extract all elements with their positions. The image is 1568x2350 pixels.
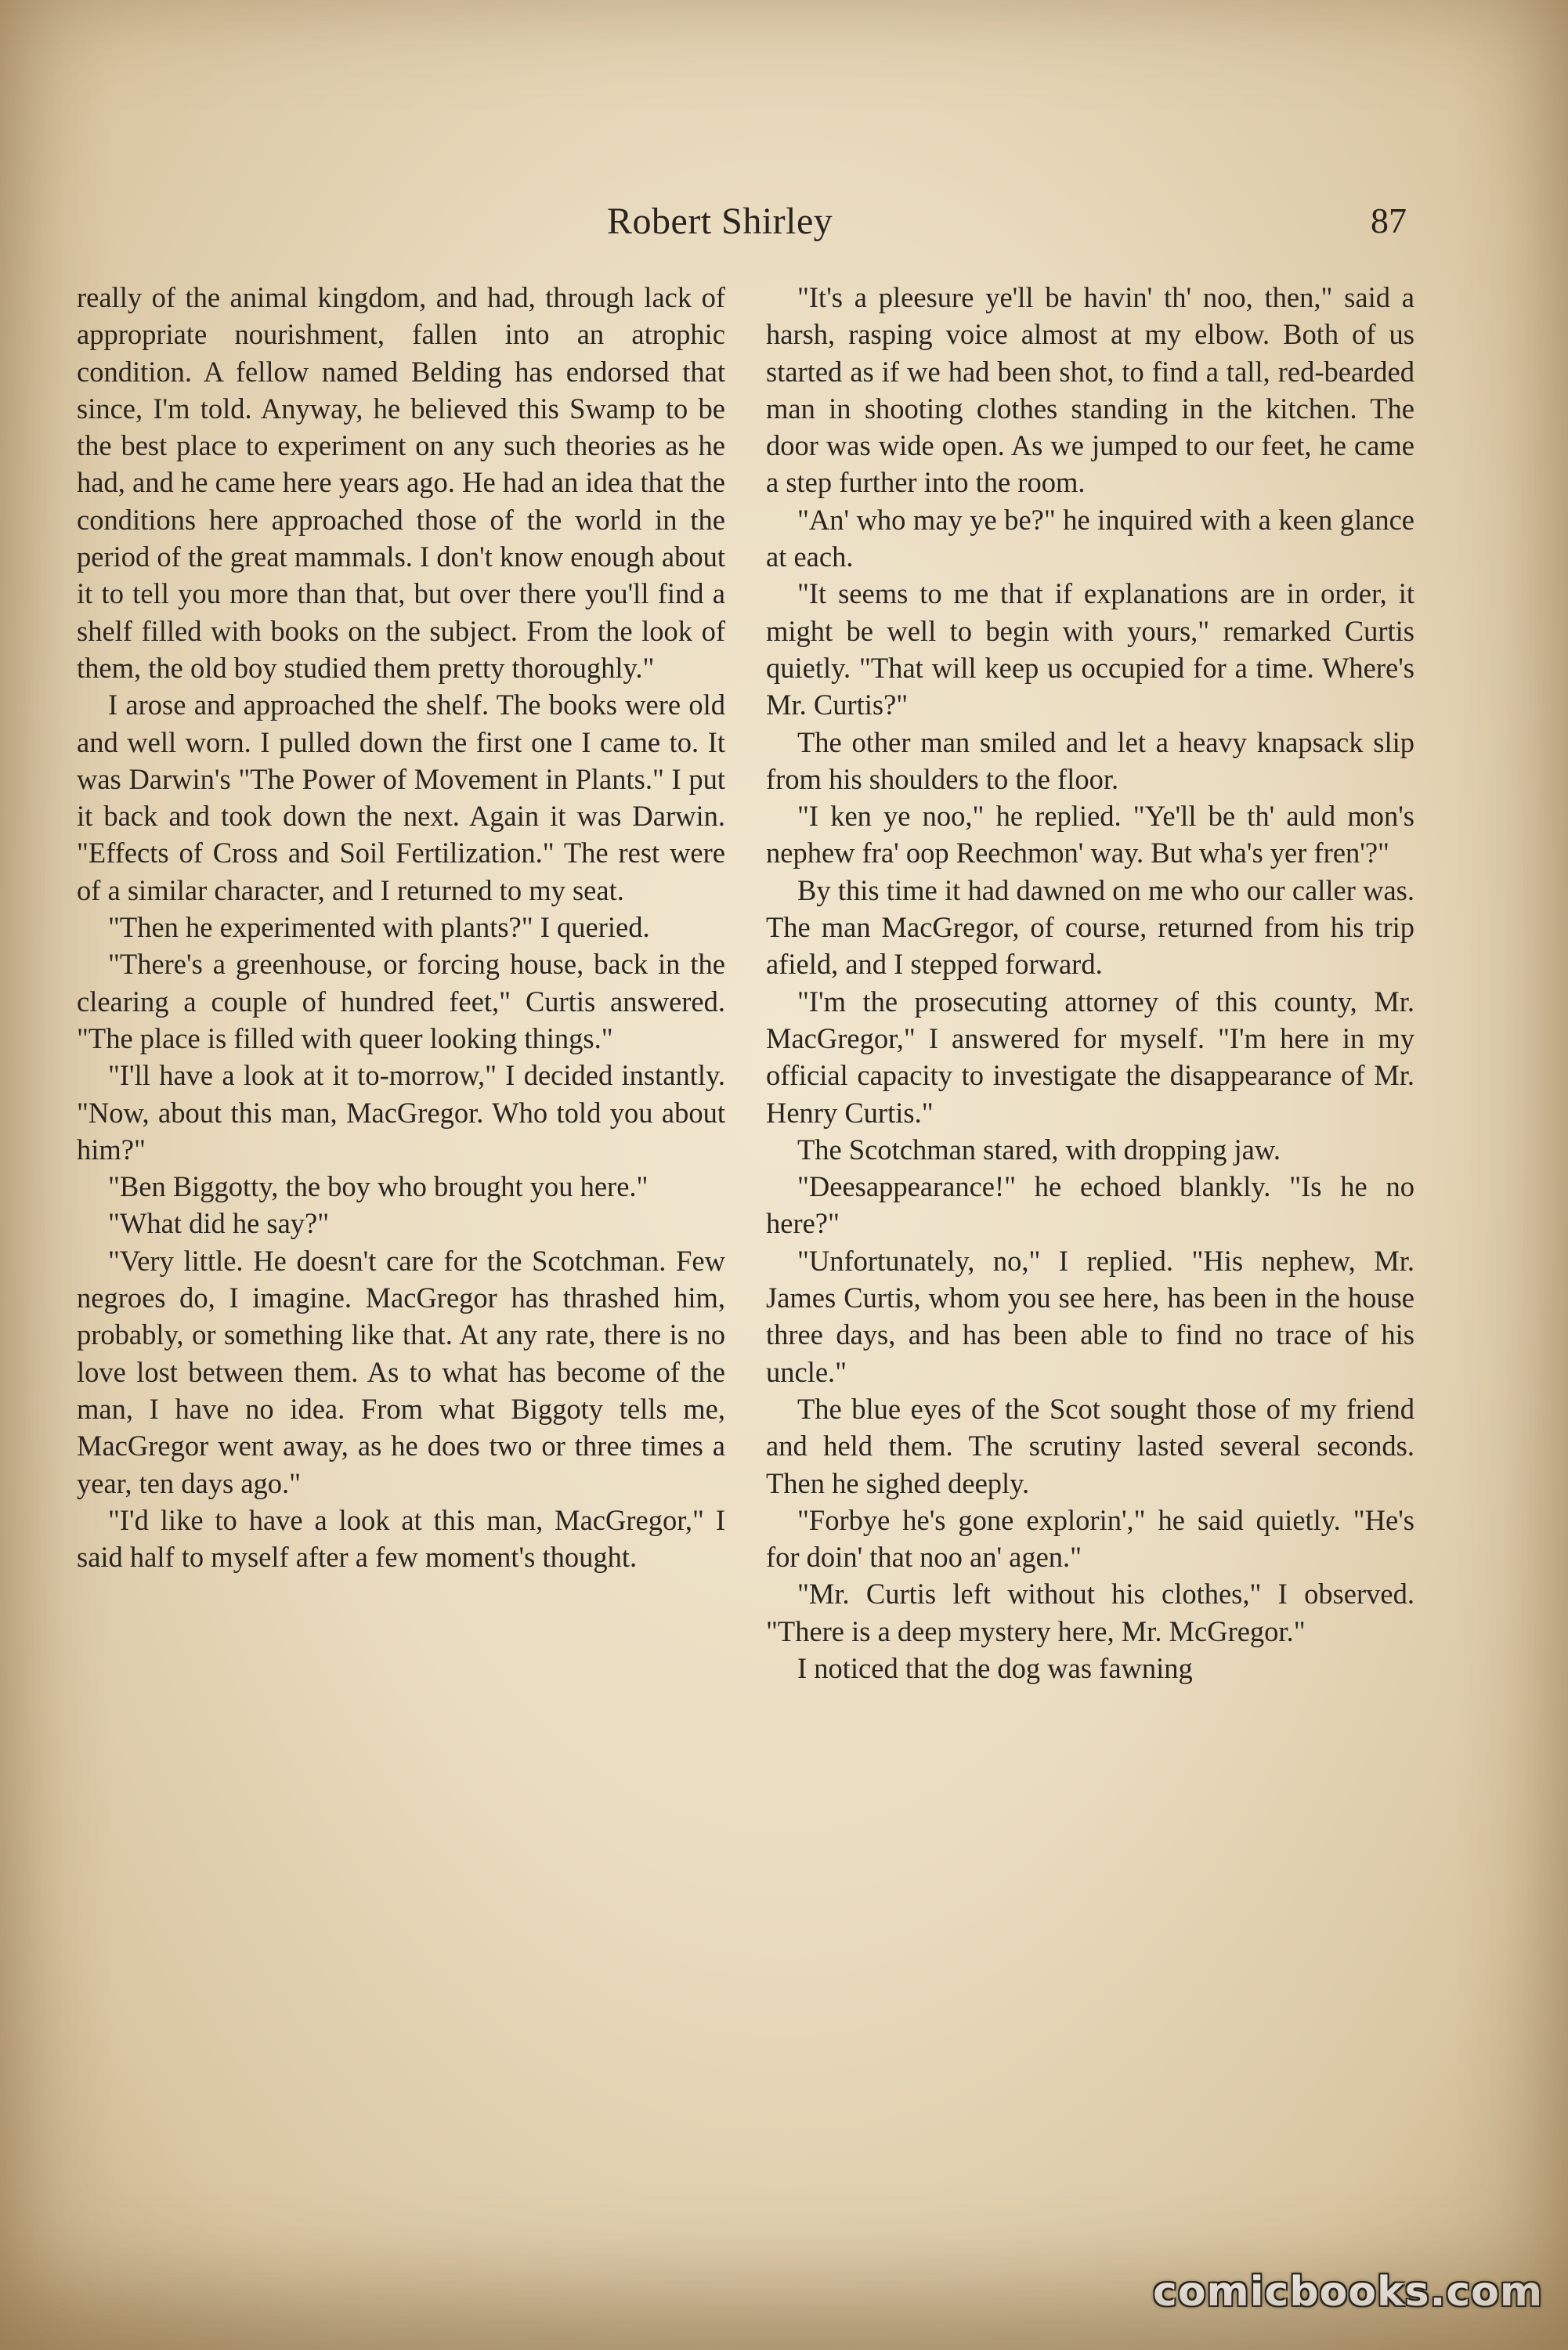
paragraph: really of the animal kingdom, and had, through lack of appropriate nourishment, fallen into an atrophic condition. A fellow named Belding has endorsed that since, I'm told. Anyway, he believed this Swamp to be the best place to experiment on any such theories as he had, and he came here years ago. He had an idea that the conditions here approached those of the world in the period of the great mammals. I don't know enough about it to tell you more than that, but over there you'll find a shelf filled with books on the subject. From the look of them, the old boy studied them pretty thoroughly." [77, 281, 725, 684]
paragraph: The other man smiled and let a heavy knapsack slip from his shoulders to the floor. [766, 725, 1414, 795]
paragraph: "Then he experimented with plants?" I queried. [108, 911, 650, 944]
paragraph: "Forbye he's gone explorin'," he said quietly. "He's for doin' that noo an' agen." [766, 1503, 1414, 1574]
right-column [766, 279, 1414, 1687]
paragraph: "I ken ye noo," he replied. "Ye'll be th' auld mon's nephew fra' oop Reechmon' way. But wha's yer fren'?" [766, 800, 1414, 870]
paragraph: "Deesappearance!" he echoed blankly. "Is he no here?" [766, 1170, 1414, 1240]
paragraph: "It seems to me that if explanations are in order, it might be well to begin with yours," remarked Curtis quietly. "That will keep us occupied for a time. Where's Mr. Curtis?" [766, 577, 1414, 721]
left-column [77, 279, 725, 1575]
paragraph: "Unfortunately, no," I replied. "His nephew, Mr. James Curtis, whom you see here, has been in the house three days, and has been able to find no trace of his uncle." [766, 1244, 1414, 1388]
paragraph: The Scotchman stared, with dropping jaw. [797, 1133, 1281, 1166]
paragraph: "Very little. He doesn't care for the Scotchman. Few negroes do, I imagine. MacGregor has thrashed him, probably, or something like that. At any rate, there is no love lost between them. As to what has become of the man, I have no idea. From what Biggoty tells me, MacGregor went away, as he does two or three times a year, ten days ago." [77, 1244, 725, 1499]
paragraph: I noticed that the dog was fawning [797, 1651, 1193, 1684]
page-header [75, 200, 1407, 255]
paragraph: The blue eyes of the Scot sought those of my friend and held them. The scrutiny lasted several seconds. Then he sighed deeply. [766, 1392, 1414, 1499]
paragraph: "I'll have a look at it to-morrow," I decided instantly. "Now, about this man, MacGregor. Who told you about him?" [77, 1059, 725, 1166]
paragraph: "An' who may ye be?" he inquired with a keen glance at each. [766, 503, 1414, 573]
paragraph: By this time it had dawned on me who our caller was. The man MacGregor, of course, returned from his trip afield, and I stepped forward. [766, 873, 1414, 981]
paragraph: "What did he say?" [108, 1207, 330, 1240]
paragraph: "It's a pleesure ye'll be havin' th' noo, then," said a harsh, rasping voice almost at my elbow. Both of us started as if we had been shot, to find a tall, red-bearded man in shooting clothes standing in the kitchen. The door was wide open. As we jumped to our feet, he came a step further into the room. [766, 281, 1414, 499]
site-watermark: comicbooks.com [1153, 2269, 1544, 2316]
paragraph: "I'm the prosecuting attorney of this county, Mr. MacGregor," I answered for myself. "I'm here in my official capacity to investigate the disappearance of Mr. Henry Curtis." [766, 985, 1414, 1129]
running-head: Robert Shirley [607, 201, 833, 242]
page-number: 87 [1371, 201, 1407, 240]
paragraph: "I'd like to have a look at this man, MacGregor," I said half to myself after a few moment's thought. [77, 1503, 725, 1574]
paragraph: "Mr. Curtis left without his clothes," I observed. "There is a deep mystery here, Mr. McGregor." [766, 1578, 1414, 1647]
paragraph: "Ben Biggotty, the boy who brought you here." [108, 1170, 649, 1203]
paragraph: "There's a greenhouse, or forcing house, back in the clearing a couple of hundred feet," Curtis answered. "The place is filled with queer looking things." [77, 948, 725, 1054]
paragraph: I arose and approached the shelf. The books were old and well worn. I pulled down the first one I came to. It was Darwin's "The Power of Movement in Plants." I put it back and took down the next. Again it was Darwin. "Effects of Cross and Soil Fertilization." The rest were of a similar character, and I returned to my seat. [77, 689, 725, 906]
